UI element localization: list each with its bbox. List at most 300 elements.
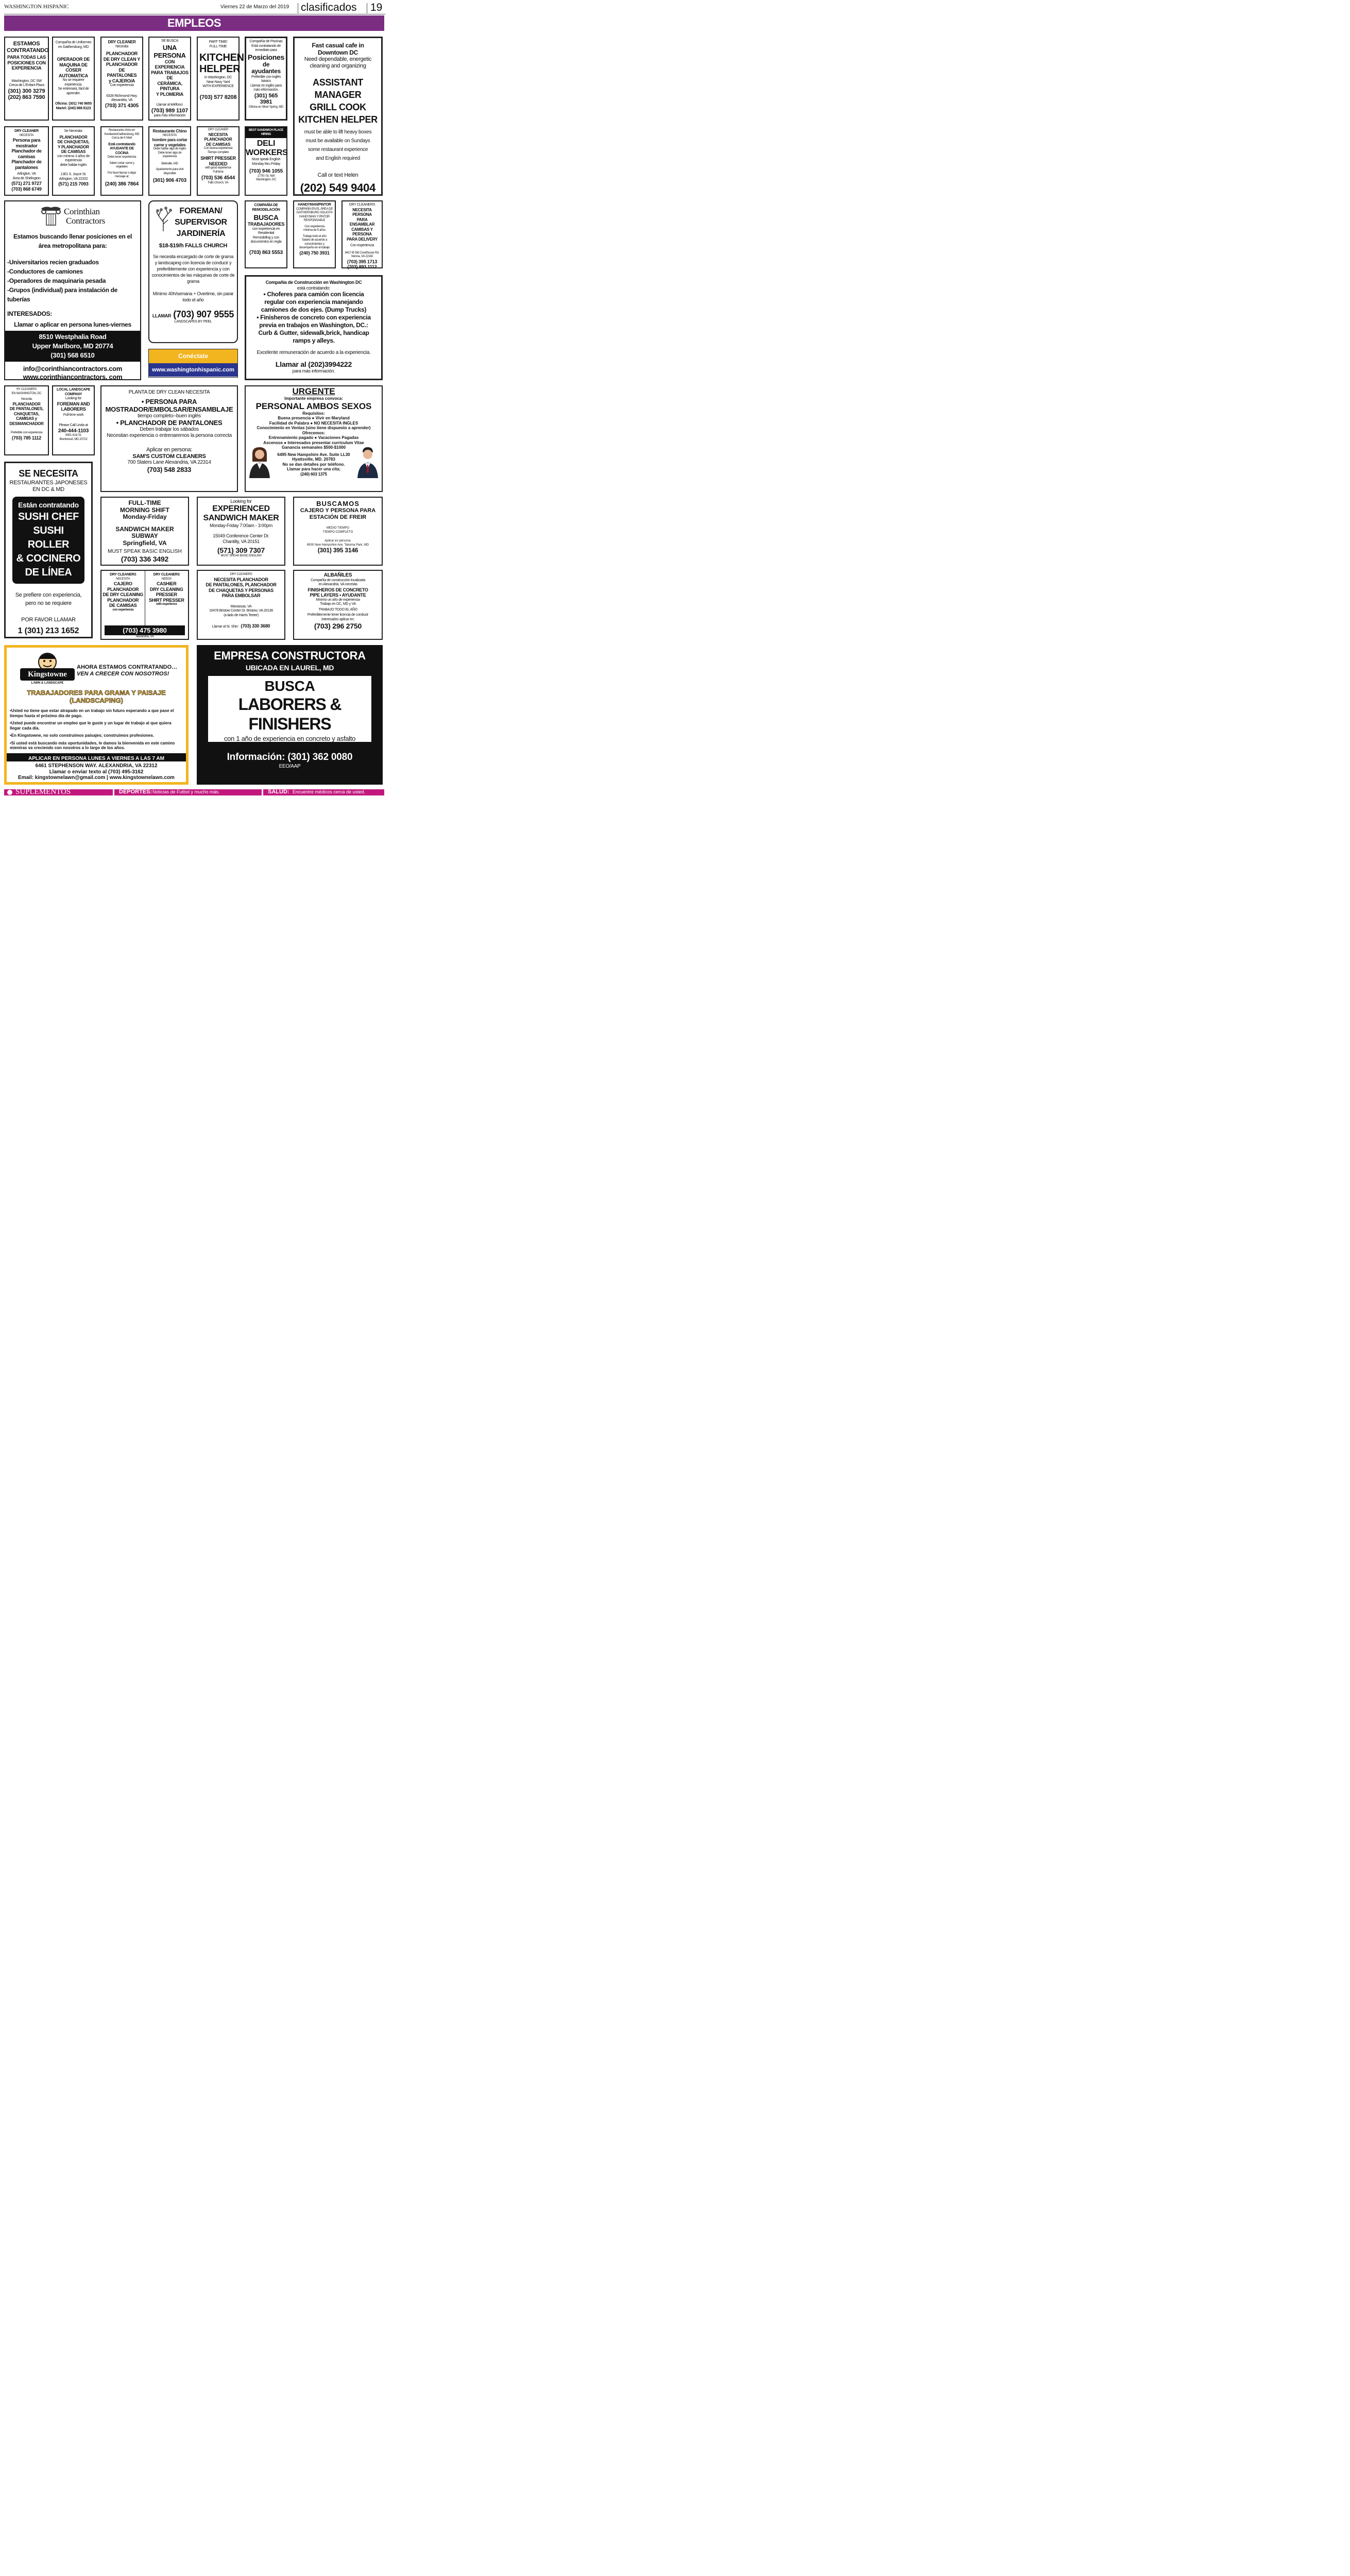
ad-line: Remodeling y con: [252, 235, 280, 240]
ad-line: HANDYMAN/PINTOR: [298, 203, 331, 207]
ad-line: NECESITA: [162, 133, 177, 137]
phone-number: (240) 386 7864: [105, 181, 139, 187]
ad-line: Y PLANCHADOR: [58, 144, 89, 149]
ad-line: KITCHEN HELPER: [298, 114, 378, 125]
ad-line: Facilidad de Palabra ● NO NECESITA INGLES: [269, 420, 358, 426]
ad-line: Kentlands/Gaithersburg, MD: [104, 132, 140, 136]
ad-line: DRY CLEANERS: [110, 573, 136, 577]
ad-line: Compañía de Piscinas: [249, 40, 283, 43]
ad-line: Preferiblemente tener licencia de conducir: [307, 613, 369, 617]
ad-line: Looking for: [230, 499, 252, 504]
ad-line: SHIRT PRESSER: [200, 156, 236, 161]
ad-albaniles: [293, 570, 383, 640]
phone-number: (240) 603 1375: [300, 471, 327, 477]
ad-se-busca-persona: [148, 37, 191, 121]
footer-deportes-label[interactable]: DEPORTES:: [119, 789, 152, 795]
ad-line: Aplicar en persona:: [324, 539, 351, 543]
ad-corinthian-contractors: [4, 200, 141, 380]
ad-line: Buena presencia ● Vivir en Maryland: [278, 416, 350, 420]
ad-line: NECESITA PLANCHADOR: [214, 577, 268, 582]
ad-sushi-restaurantes: [4, 462, 93, 638]
ad-line: MUST SPEAK BASIC ENGLISH: [220, 554, 262, 557]
ad-line: CAMISAS y: [16, 416, 37, 421]
ad-fast-casual-cafe: [293, 37, 383, 196]
ad-line: Debe hablar algo de inglés: [153, 147, 186, 150]
ad-line: 6500 New Hampshire Ave. Takoma Park, MD: [306, 543, 369, 547]
ad-line: ALBAÑILES: [323, 572, 352, 578]
ad-line: MUST SPEAK BASIC ENGLISH: [108, 549, 182, 554]
ad-line: In Washington, DC: [204, 76, 232, 79]
ad-line: 6495 New Hampshire Ave. Suite LL30: [277, 452, 350, 457]
ad-line: Área de Shirlington: [12, 176, 41, 180]
ad-line: Brentwood, MD 20722: [59, 437, 88, 441]
ad-header-bar: [246, 127, 286, 138]
footer-divider: [113, 789, 114, 795]
phone-number: (703) 330 3680: [241, 623, 270, 629]
ad-line: Llamar para hacer una cita;: [286, 467, 341, 471]
ad-line: Estamos buscando llenar posiciones en el: [13, 233, 132, 240]
ad-line: aprender.: [66, 91, 80, 95]
ad-line: • PERSONA PARA: [141, 397, 197, 405]
footer-salud-text: Encuentre médicos cerca de usted.: [293, 789, 366, 794]
ad-line: Llamar en inglés para: [250, 83, 282, 88]
tree-icon: [155, 207, 172, 231]
ad-line: Fast casual cafe in Downtown DC: [312, 42, 364, 56]
ad-line: Están contratando: [18, 501, 79, 509]
position-title: [7, 689, 186, 704]
phone-number: 1 (301) 213 1652: [18, 626, 79, 635]
ad-line: Debe tener algo de: [158, 151, 182, 155]
ad-line: DELI: [257, 139, 276, 148]
ad-construccion-dc: [245, 275, 383, 380]
ad-line: básico: [261, 79, 271, 83]
ad-line: Necesitan experiencia o entrenaremos la persona correcta: [107, 432, 232, 438]
ad-line: MORNING SHIFT: [120, 506, 169, 514]
ad-line: Cerca de L'Enfant Plaza: [9, 83, 44, 87]
ad-line: pero no se requiere: [25, 600, 72, 606]
ad-line: mensaje al:: [114, 175, 129, 178]
ad-line: 700 Slaters Lane Alexandria, VA 22314: [127, 460, 211, 465]
ad-line: 6461 STEPHENSON WAY. ALEXANDRIA, VA 22312: [35, 763, 158, 769]
ad-line: Saber cortar carne y: [109, 161, 134, 165]
ad-line: EXPERIENCED: [212, 504, 270, 513]
ad-line: Interesados aplicar en:: [321, 617, 354, 621]
ad-line: Please Call Linda at: [59, 423, 88, 427]
ad-line: LLAMAR: [152, 313, 172, 318]
ad-line: FULL-TIME: [128, 499, 161, 506]
ad-line: DE CAMISAS: [206, 142, 231, 147]
list-item: -Grupos (individual) para instalación de tuberías: [7, 286, 118, 303]
ad-line: OPERADOR DE: [57, 57, 90, 62]
ad-line: más información.: [253, 88, 279, 92]
ad-line: UBICADA EN LAUREL, MD: [245, 664, 334, 672]
ad-line: DRY CLEANERS: [230, 573, 252, 576]
ad-line: DRY CLEANER: [208, 128, 229, 131]
ad-line: 4301 41st St.: [65, 434, 82, 437]
ad-line: inmediato para: [255, 48, 277, 52]
ad-kingstowne: [4, 645, 189, 785]
ad-line: DRY CLEANERS: [153, 573, 180, 577]
page-header: [4, 2, 385, 14]
ad-line: documentos en regla: [250, 240, 282, 244]
conectate-label: Conéctate: [178, 352, 208, 360]
logo-text: Kingstowne: [28, 670, 67, 679]
list-item: •Si usted está buscando más oportunidades, le damos la bienvenida en este camino mientras va creciendo con nosotros a lo largo de los años.: [10, 740, 175, 750]
ad-dry-cleaners-alexandria: [100, 570, 189, 640]
ad-line: Need dependable, energetic: [304, 56, 372, 62]
ad-line: Washington, DC: [255, 178, 277, 181]
ad-line: Entrenamiento pagado ● Vacaciones Pagadas: [268, 435, 359, 440]
ad-estamos-contratando: [4, 37, 49, 121]
ad-line: Washington, DC SW: [11, 79, 42, 83]
phone-number: (703) 893 1112: [347, 264, 377, 269]
ad-urgente-personal: [245, 385, 383, 492]
list-item: -Conductores de camiones: [7, 268, 83, 275]
ad-line: $18-$19/h FALLS CHURCH: [159, 243, 228, 249]
phone-number: (703) 336 3492: [121, 554, 169, 563]
phone-number: Mariel: (240) 888 8123: [56, 106, 91, 110]
ad-line: JARDINERÍA: [176, 229, 226, 238]
column-capital-icon: [39, 205, 63, 227]
ad-line: debe hablar inglés: [60, 163, 87, 167]
ad-line: CHAQUETAS,: [13, 411, 40, 416]
ad-title: URGENTE: [292, 386, 335, 396]
ad-line: EXPERIENCIA: [11, 65, 42, 71]
ad-line: BUSCAMOS: [316, 500, 360, 507]
sushi-highlight-box: [12, 497, 84, 584]
ad-line: Arlington, VA 22202: [59, 177, 88, 181]
website-bar: [149, 363, 237, 377]
phone-number: Llamar al (202)3994222: [275, 360, 352, 368]
ad-line: Llamar o aplicar en persona lunes-viernes: [14, 321, 131, 328]
ad-line: ASSISTANT MANAGER: [313, 77, 363, 100]
ad-line: Arlington, VA: [17, 172, 36, 176]
ad-line: 1301 S. Joyce St.: [60, 173, 87, 176]
ad-line: • Finisheros de concreto con experiencia: [257, 314, 371, 321]
ad-line: with experience: [156, 603, 177, 606]
ad-line: RY CLEANERS: [16, 388, 37, 391]
ad-line: Salario de acuerdo a: [301, 239, 328, 242]
ad-line: ESTAMOS: [13, 41, 40, 47]
ad-line: Importante empresa convoca:: [284, 396, 343, 401]
footer-divider: [262, 789, 263, 795]
ad-line: must be available on Sundays: [305, 138, 370, 144]
ad-line: Call or text Helen: [317, 172, 358, 178]
ad-line: 6328 Richmond Hwy.: [106, 94, 138, 98]
footer-suplementos[interactable]: SUPLEMENTOS: [15, 788, 71, 796]
ad-line: Must speak English: [251, 158, 281, 161]
phone-number: (703) 475 3980: [123, 626, 167, 634]
ad-line: experiencia: [65, 159, 82, 162]
ad-line: Manassas, VA: [230, 604, 252, 608]
ad-line: PLANCHADOR: [59, 134, 88, 140]
ad-line: Apartamento para vivir: [156, 168, 184, 171]
ad-line: PART-TIME/: [209, 40, 228, 44]
ad-line: DE LÍNEA: [25, 567, 72, 578]
phone-number: (703) 577 8208: [199, 94, 237, 100]
banner-title: EMPLEOS: [167, 16, 221, 29]
ad-line: con experiencia en: [252, 227, 280, 231]
ad-line: Conocimiento en Ventas (sino tiene dispuesto a aprender): [257, 426, 371, 430]
ad-line: mínima de 5 años: [303, 229, 326, 232]
website-link[interactable]: www.corinthiancontractors. com: [23, 373, 123, 381]
ad-line: en Alexandria, VA necesita: [318, 583, 357, 586]
kingstowne-logo: [20, 651, 75, 687]
ad-line: REMODELACIÓN: [252, 208, 280, 212]
ad-experienced-sandwich-maker: [197, 497, 285, 566]
ad-line: Trabajo todo el año: [302, 234, 327, 238]
phone-number: (703) 907 9555: [173, 309, 234, 319]
ad-line: HELPER: [199, 63, 241, 75]
ad-line: DRY CLEANING: [150, 586, 183, 592]
ad-line: Llamar al teléfono:: [156, 103, 183, 107]
ad-line: Compañía de Construcción en Washington DC: [265, 280, 362, 285]
ad-line: DE PANTALONES,: [9, 406, 44, 411]
phone-number: (703) 371 4305: [105, 103, 139, 109]
ad-line: BEST SANDWICH PLACE: [249, 129, 283, 132]
ad-planchador-chaquetas: [52, 126, 95, 196]
ad-line: FOREMAN/: [179, 207, 223, 215]
ad-line: experiencia.: [64, 82, 82, 87]
ad-line: SE NECESITA: [19, 468, 78, 479]
ad-line: preferiblemente con experiencia y con: [157, 266, 230, 272]
ad-restaurante-chino-beltsville: [148, 126, 191, 196]
ad-line: GRILL COOK: [310, 102, 366, 112]
ad-line: Residential: [258, 231, 275, 235]
ad-line: FINISHEROS DE CONCRETO: [307, 587, 368, 592]
ad-line: PANTALONES: [107, 73, 137, 78]
email-link[interactable]: info@corinthiancontractors.com: [23, 365, 123, 372]
ad-line: SUBWAY: [131, 532, 158, 539]
ad-line: GAITHERSBURG SOLICITA: [296, 211, 333, 214]
ad-line: tiempo completo--buen inglés: [138, 413, 201, 419]
conectate-banner[interactable]: [148, 349, 238, 378]
ad-line: DE PANTALONES, PLANCHADOR: [206, 582, 277, 587]
ad-line: and English required: [316, 156, 360, 161]
ad-line: PARA TODAS LAS: [7, 55, 46, 60]
ad-line: Compañía de Uniformes: [55, 41, 92, 44]
ad-line: Restaurante chino en: [108, 129, 135, 132]
ad-line: Con buena experiencia: [203, 147, 233, 150]
list-item: -Universitarios recien graduados: [7, 259, 99, 266]
issue-date: Viernes 22 de Marzo del 2019: [220, 4, 289, 10]
ad-line: Ofrecemos:: [302, 430, 326, 435]
footer-salud-label[interactable]: SALUD:: [268, 789, 289, 795]
phone-number: 240-444-1103: [58, 428, 89, 434]
phone-number: (703) 548 2833: [147, 465, 192, 473]
ad-line: NEEDED: [209, 161, 228, 166]
ad-line: experiencia: [162, 155, 177, 158]
ad-line: regular con experiencia manejando: [264, 298, 363, 306]
phone-number: (703) 395 1713: [347, 259, 378, 264]
phone-number: (703) 536 4544: [201, 175, 235, 181]
ad-line: Falls Church, VA: [208, 181, 229, 184]
ad-line: 8417-B Old Courthouse Rd.: [345, 251, 380, 255]
ad-line: MEDIO TIEMPO: [326, 527, 350, 530]
ad-line: COMPAÑÍA EN EL ÁREA DE: [296, 207, 333, 211]
website-url[interactable]: www.washingtonhispanic.com: [152, 367, 234, 373]
ad-line: Near Navy Yard: [207, 80, 230, 84]
ad-line: DE CHAQUETAS Y PERSONAS: [209, 587, 274, 593]
contact-line[interactable]: Email: kingstownelawn@gmail.com | www.kingstownelawn.com: [18, 775, 175, 781]
ad-line: KITCHEN: [199, 52, 244, 63]
phone-number: (571) 309 7307: [217, 546, 265, 554]
phone-number: (301) 395 3146: [317, 547, 358, 554]
ad-line: AYUDANTE DE COCINA: [110, 147, 134, 155]
ad-line: disponible: [163, 172, 176, 175]
ad-line: AHORA ESTAMOS CONTRATANDO…: [77, 664, 178, 670]
phone-number: (703) 868 6749: [11, 186, 42, 192]
ad-line: LOCAL LANDSCAPE: [57, 388, 90, 392]
ad-line: MOSTRADOR/EMBOLSAR/ENSAMBLAJE: [105, 405, 233, 413]
newspaper-name: WASHINGTON HISPANIC: [4, 4, 69, 10]
ad-line: pantalones: [15, 164, 38, 170]
ad-line: VEN A CRECER CON NOSOTROS!: [77, 671, 169, 677]
phone-number: (703) 785 1112: [11, 435, 42, 440]
ad-line: BUSCA: [253, 213, 279, 222]
ad-line: WORKERS: [246, 148, 288, 157]
ad-line: NECESITA: [116, 577, 130, 581]
ad-line: Trabajo en DC, MD y VA: [320, 602, 356, 606]
ad-line: DRY CLEANERS: [349, 203, 375, 207]
ad-local-landscape: [52, 385, 95, 455]
ad-line: PARA DELIVERY: [347, 236, 378, 242]
ad-line: Cerca de K Mart: [111, 137, 132, 140]
ad-line: Mínimo un año de experiencia: [316, 598, 360, 602]
ad-foreman-jardineria: [148, 200, 238, 343]
ad-line: Preferible con experiencia: [10, 431, 43, 434]
ad-line: FULL-TIME: [209, 44, 227, 48]
empleos-banner: [4, 15, 384, 31]
ad-line: camisas: [18, 154, 36, 159]
ad-line: PERSONAL AMBOS SEXOS: [255, 401, 372, 411]
ad-line: PLANTA DE DRY CLEAN NECESITA: [128, 389, 210, 395]
ad-line: COMPANY: [64, 392, 82, 396]
ad-remodelacion: [245, 200, 287, 268]
ad-line: Debe tener experiencia: [107, 156, 136, 159]
ad-line: Upper Marlboro, MD 20774: [32, 342, 113, 350]
ad-line: PLANCHADOR: [204, 137, 232, 142]
ad-line: Con experiencia: [304, 225, 324, 228]
ad-line: Se prefiere con experiencia,: [15, 592, 82, 598]
phone-number: (301) 565 3981: [254, 92, 278, 105]
ad-line: ESTACIÓN DE FREIR: [309, 514, 367, 520]
ad-line: some restaurant experience: [307, 147, 368, 152]
ad-line: HANDYMAN Y PINTOR: [299, 215, 330, 218]
ad-line: Con experiencia: [110, 83, 134, 87]
ad-line: para más información: [153, 114, 186, 117]
ad-line: Necesita: [115, 44, 128, 48]
ad-line: SUSHI CHEF: [18, 511, 79, 522]
ad-empresa-constructora: [197, 645, 383, 785]
ad-line: CAJERO: [113, 581, 132, 586]
phone-number: (301) 300 3279: [8, 88, 45, 94]
ad-line: (LANDSCAPING): [70, 697, 123, 704]
phone-number: Información: (301) 362 0080: [227, 752, 353, 762]
ad-line: POSICIONES CON: [7, 60, 46, 65]
ad-line: Full-time work: [63, 413, 84, 417]
ad-line: Deben trabajar los sábados: [140, 427, 199, 432]
ad-line: BUSCA: [264, 678, 315, 694]
ad-line: DE DRY CLEANING: [102, 592, 143, 597]
ad-line: WITH EXPERIENCE: [202, 84, 234, 88]
ad-line: Ascensos ● Interesados presentar curriculum Vitae: [263, 440, 364, 445]
ad-line: Requisitos:: [302, 411, 325, 416]
ad-line: desempeño en el trabajo: [299, 246, 330, 249]
ad-line: EN WASHINGTON, DC: [11, 392, 42, 395]
ad-line: Monday thru Friday: [252, 162, 280, 166]
ad-line: PLANCHADOR: [107, 597, 139, 603]
ad-line: carne y vegetales: [153, 142, 186, 147]
ad-subway-springfield: [100, 497, 189, 566]
phone-number: (202) 863 7590: [8, 94, 45, 100]
ad-line: PLANCHADOR: [12, 401, 41, 406]
ad-line: PLANCHADOR DE: [106, 62, 138, 73]
ad-line: CAMISAS Y PERSONA: [351, 227, 373, 236]
ad-line: Springfield, VA: [123, 539, 167, 547]
ad-line: LABORERS & FINISHERS: [238, 695, 341, 733]
busca-panel: [208, 676, 371, 752]
ad-line: SUSHI ROLLER: [27, 525, 70, 550]
businessman-icon: [355, 446, 380, 478]
ad-line: DRY CLEANER: [108, 40, 136, 44]
ad-line: EEO/AAP: [279, 764, 301, 769]
ad-line: CASHIER: [157, 581, 177, 586]
ad-line: grama: [186, 278, 199, 284]
ad-line: Planchador de: [11, 148, 42, 154]
ad-line: SANDWICH MAKER: [115, 525, 174, 533]
ad-line: CONTRATANDO: [7, 47, 49, 54]
ad-line: área metropolitana para:: [38, 242, 107, 249]
ad-line: & COCINERO: [16, 553, 81, 564]
ad-line: MAQUINA DE COSER: [59, 62, 88, 73]
ad-line: y CAJERO/A: [108, 78, 135, 83]
ad-line: TRABAJADORES PARA GRAMA Y PAISAJE: [27, 689, 166, 697]
phone-bar: [105, 625, 185, 635]
ad-line: DE CHAQUETAS,: [57, 140, 90, 144]
ad-line: LABORERS: [61, 406, 86, 412]
ad-line: PARA ENSAMBLAR: [349, 217, 375, 227]
ad-line: CON EXPERIENCIA: [155, 59, 185, 70]
ad-line: must be able to lift heavy boxes: [304, 129, 372, 135]
ad-line: Vienna, VA 22182: [351, 255, 373, 258]
ad-line: 10478 Bristow Center Dr. Bristow, VA 20136: [209, 609, 273, 613]
ad-line: POR FAVOR LLAMAR: [21, 617, 76, 623]
ad-line: DRY CLEANER: [14, 129, 39, 133]
list-item: -Operadores de maquinaria pesada: [7, 277, 106, 284]
ad-line: APLICAR EN PERSONA LUNES A VIERNES A LAS 7 AM: [28, 756, 164, 761]
corinthian-logo: [5, 201, 140, 230]
ad-line: DE CAMISAS: [109, 603, 137, 608]
address-bar: [5, 331, 140, 362]
ad-line: Tiempo completo: [207, 150, 229, 154]
footer-deportes-text: Noticias de Futbol y mucho más.: [152, 789, 220, 794]
ad-line: NEEDS: [161, 577, 172, 581]
ad-line: SUPERVISOR: [175, 218, 227, 227]
ad-line: Hyattsville, MD. 20783: [292, 457, 335, 462]
logo-name-2: Contractors: [66, 216, 106, 226]
ad-restaurante-chino-kentlands: [100, 126, 143, 196]
ad-line: HIRING: [261, 132, 271, 136]
ad-dry-cleaners-manassas: [197, 570, 285, 640]
ad-line: Monday-Friday 7:00am - 3:00pm: [210, 522, 272, 528]
phone-number: (301) 568 6510: [50, 351, 95, 359]
ad-line: con experiencia: [112, 608, 134, 612]
phone-number: (202) 549 9404: [300, 181, 376, 194]
phone-number: (703) 296 2750: [314, 622, 362, 630]
logo-subtext: LAWN & LANDSCAPE: [31, 682, 64, 685]
ad-line: with good experience: [205, 166, 231, 170]
